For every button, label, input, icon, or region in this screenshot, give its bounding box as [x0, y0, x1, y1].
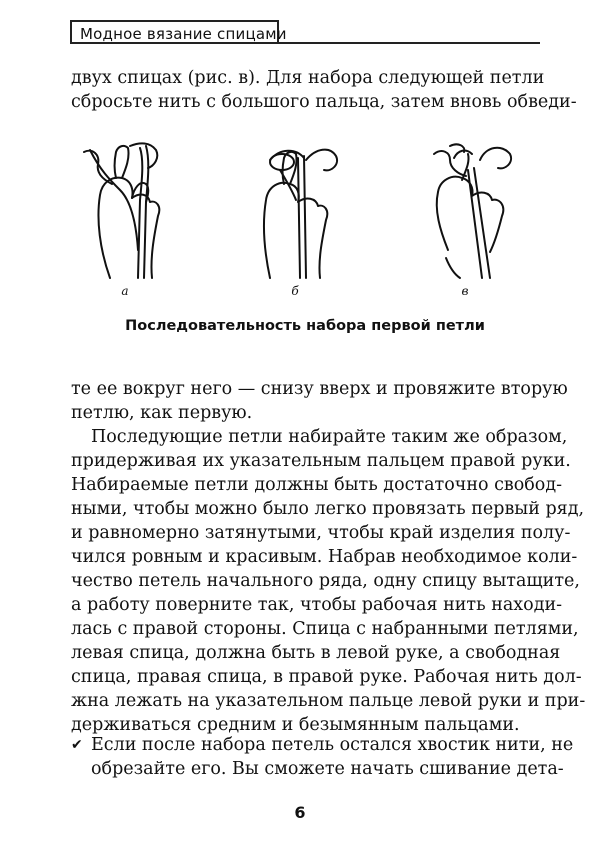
text-line: сбросьте нить с большого пальца, затем вновь обведи- [71, 92, 577, 112]
tip-line: обрезайте его. Вы сможете начать сшивание дета- [91, 759, 564, 779]
checkmark-icon: ✔ [71, 737, 83, 753]
hand-knitting-illustration [240, 140, 350, 280]
page-number: 6 [294, 803, 306, 822]
text-line: спица, правая спица, в правой руке. Рабочая нить дол- [71, 667, 582, 687]
text-line: чился ровным и красивым. Набрав необходимое коли- [71, 547, 578, 567]
figure-b [240, 140, 350, 305]
text-line: ными, чтобы можно было легко провязать первый ряд, [71, 499, 585, 519]
text-line: двух спицах (рис. в). Для набора следующей петли [71, 68, 545, 88]
hand-knitting-illustration [70, 140, 180, 280]
figure-c [410, 140, 520, 305]
figure-a [70, 140, 180, 305]
figure-label: б [291, 284, 299, 298]
hand-knitting-illustration [410, 140, 520, 280]
text-line: чество петель начального ряда, одну спицу вытащите, [71, 571, 580, 591]
figure-label: в [461, 284, 469, 298]
running-header [70, 20, 540, 46]
text-line: жна лежать на указательном пальце левой руки и при- [71, 691, 586, 711]
text-line: держиваться средним и безымянным пальцами. [71, 715, 520, 735]
header-title: Модное вязание спицами [80, 25, 287, 43]
text-line: те ее вокруг него — снизу вверх и провяжите вторую [71, 379, 568, 399]
figure-caption: Последовательность набора первой петли [125, 318, 485, 334]
text-line: петлю, как первую. [71, 403, 253, 423]
tip-line: Если после набора петель остался хвостик нити, не [91, 735, 574, 755]
text-line: лась с правой стороны. Спица с набранными петлями, [71, 619, 579, 639]
figure-label: а [121, 284, 129, 298]
text-line: и равномерно затянутыми, чтобы край изделия полу- [71, 523, 571, 543]
text-line: Набираемые петли должны быть достаточно свобод- [71, 475, 563, 495]
header-title-box [70, 20, 287, 44]
text-line: левая спица, должна быть в левой руке, а свободная [71, 643, 561, 663]
figure-group [70, 140, 540, 305]
text-line: Последующие петли набирайте таким же образом, [91, 427, 568, 447]
header-rule [70, 42, 540, 44]
text-line: а работу поверните так, чтобы рабочая нить находи- [71, 595, 563, 615]
text-line: придерживая их указательным пальцем правой руки. [71, 451, 571, 471]
